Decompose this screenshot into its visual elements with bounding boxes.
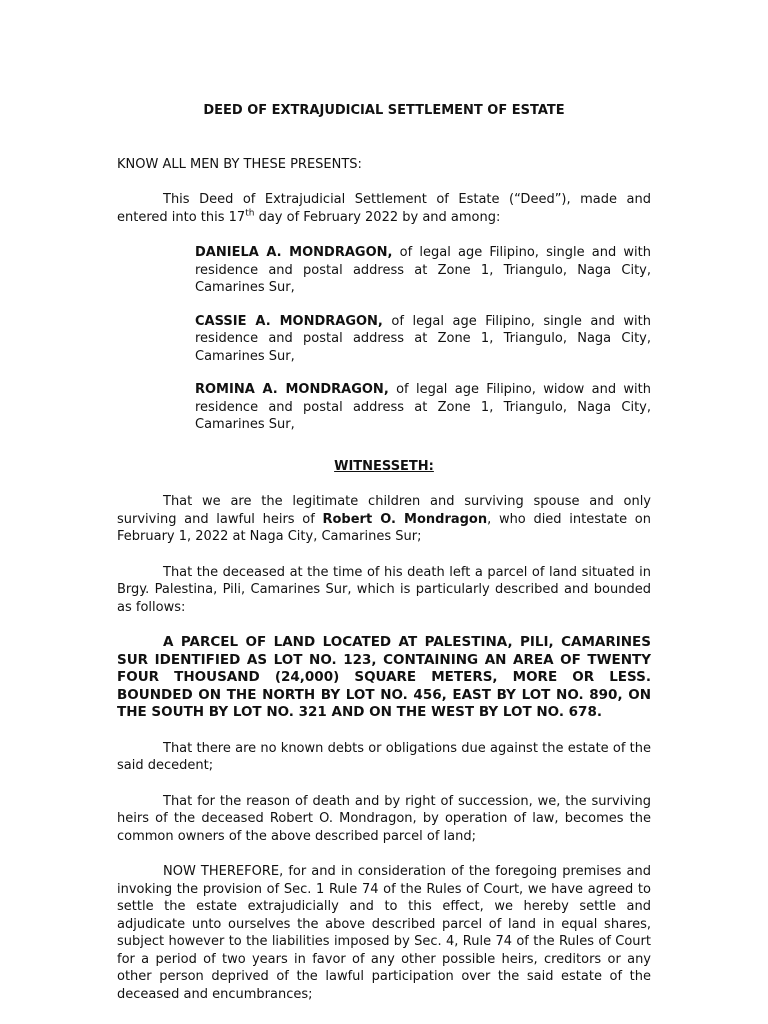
succession-paragraph: That for the reason of death and by right of succession, we, the surviving heirs of the deceased Robert O. Mondragon, by operation of law, becomes the common owners of the above described parcel of land; [117,793,651,844]
land-paragraph: That the deceased at the time of his death left a parcel of land situated in Brgy. Palestina, Pili, Camarines Sur, which is particularly described and bounded as follows: [117,564,651,615]
party-entry [195,313,651,366]
party-name: ROMINA A. MONDRAGON, [195,382,389,397]
witnesseth-heading-wrap [117,458,651,476]
decedent-name: Robert O. Mondragon [322,511,488,527]
document-body [117,102,651,1003]
party-details: of legal age Filipino, widow and with residence and postal address at Zone 1, Triangulo, Naga City, Camarines Sur, [195,382,652,432]
party-name: DANIELA A. MONDRAGON, [195,245,393,260]
heirs-text-after: , who died intestate on February 1, 2022 at Naga City, Camarines Sur; [117,511,651,544]
now-therefore-paragraph: NOW THEREFORE, for and in consideration of the foregoing premises and invoking the provision of Sec. 1 Rule 74 of the Rules of Court, we have agreed to settle the estate extrajudicially and to this effect, we hereby settle and adjudicate unto ourselves the above described parcel of land in equal shares, subject however to the liabilities imposed by Sec. 4, Rule 74 of the Rules of Court for a period of two years in favor of any other possible heirs, creditors or any other person deprived of the lawful participation over the said estate of the deceased and encumbrances; [117,864,651,1002]
intro-paragraph [117,191,651,226]
opening-line: KNOW ALL MEN BY THESE PRESENTS: [117,156,362,172]
day-ordinal-suffix: th [245,208,255,219]
party-name: CASSIE A. MONDRAGON, [195,313,383,329]
party-entry [195,244,651,297]
intro-text-after-day: day of February 2022 by and among: [254,209,501,225]
debts-paragraph: That there are no known debts or obligations due against the estate of the said decedent; [117,740,651,773]
witnesseth-heading: WITNESSETH: [334,458,434,474]
heirs-text-before: That we are the legitimate children and surviving spouse and only surviving and lawful heirs of [117,494,651,527]
party-entry [195,381,651,434]
document-title: DEED OF EXTRAJUDICIAL SETTLEMENT OF ESTATE [203,103,565,118]
party-details: of legal age Filipino, single and with residence and postal address at Zone 1, Triangulo, Naga City, Camarines Sur, [195,313,651,364]
party-details: of legal age Filipino, single and with residence and postal address at Zone 1, Triangulo, Naga City, Camarines Sur, [195,245,652,295]
intro-text-before-day: This Deed of Extrajudicial Settlement of Estate (“Deed”), made and entered into this 17 [117,192,651,225]
lot-description: A PARCEL OF LAND LOCATED AT PALESTINA, PILI, CAMARINES SUR IDENTIFIED AS LOT NO. 123, CONTAINING AN AREA OF TWENTY FOUR THOUSAND (24,000) SQUARE METERS, MORE OR LESS. BOUNDED ON THE NORTH BY LOT NO. 456, EAST BY LOT NO. 890, ON THE SOUTH BY LOT NO. 321 AND ON THE WEST BY LOT NO. 678. [117,634,651,720]
heirs-paragraph [117,493,651,546]
